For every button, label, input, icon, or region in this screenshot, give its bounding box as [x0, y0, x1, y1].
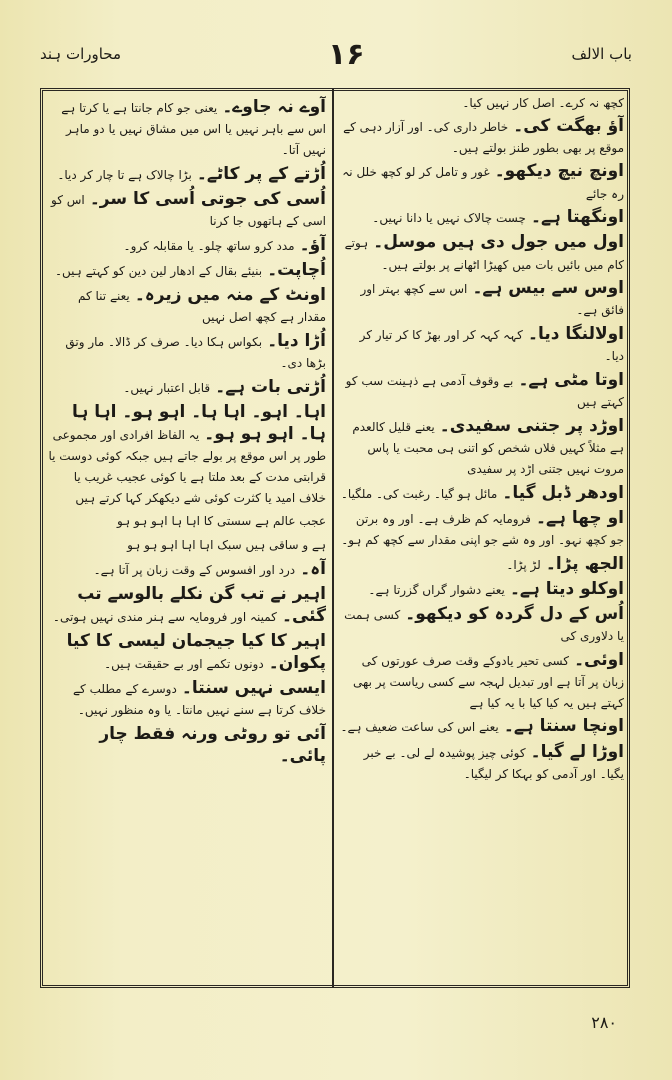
header-chapter-title: باب الالف	[571, 45, 632, 63]
idiom-headword: آہ۔	[300, 558, 326, 579]
idiom-entry	[340, 415, 624, 479]
idiom-entry	[340, 323, 624, 366]
idiom-definition: اس سے کچھ بہتر اور فائق ہے۔	[360, 282, 624, 318]
continuation-text: کچھ نہ کرے۔ اصل کار نہیں کیا۔	[462, 96, 624, 110]
idiom-headword: اُچاپت۔	[267, 259, 326, 280]
idiom-entry	[48, 510, 326, 531]
idiom-headword: اوکلو دیتا ہے۔	[509, 578, 624, 599]
idiom-headword: اوتا مٹی ہے۔	[518, 370, 624, 391]
idiom-definition: اس کو اسی کے ہاتھوں جا کرنا	[51, 192, 326, 228]
idiom-definition: کہہ کہہ کر اور بھڑ کا کر تیار کر دیا۔	[359, 328, 624, 364]
idiom-definition: مائل ہو گیا۔ رغبت کی۔ ملگیا۔	[340, 486, 498, 501]
idiom-headword: اہیر نے تب گن نکلے بالوسے تب گئی۔	[77, 584, 326, 627]
idiom-headword: اوس سے بیس ہے۔	[472, 278, 624, 299]
idiom-definition: فرومایہ کم ظرف ہے۔ اور وہ برتن جو کچھ نہو۔ اور وہ شے جو اپنی مقدار سے کچھ کم ہو۔	[341, 511, 624, 547]
idiom-headword: اونٹ کے منہ میں زیرہ۔	[134, 284, 326, 305]
idiom-definition: لڑ پڑا۔	[506, 557, 541, 572]
idiom-entry	[340, 482, 624, 504]
idiom-entry	[340, 369, 624, 412]
idiom-entry	[48, 96, 326, 160]
idiom-entry	[48, 558, 326, 580]
idiom-entry	[48, 234, 326, 256]
idiom-definition: عجب عالم ہے سستی کا اہا ہا اہو ہو ہو	[116, 514, 326, 529]
idiom-headword: اہا۔ اہو۔ اہا ہا۔ اہو ہو۔ اہا ہا ہا۔ اہو ہو ہو۔	[72, 401, 326, 444]
idiom-entry	[340, 507, 624, 550]
idiom-entry	[48, 630, 326, 674]
idiom-definition: یہ الفاظ افرادی اور مجموعی طور پر اس موقع پر بولے جاتے ہیں جبکہ کوئی دوست یا قرابتی مدت کے بعد ملتا ہے یا کوئی عجیب غریب یا خلاف امید یا کثرت کوئی شے دیکھکر کہا کرتے ہیں	[48, 427, 326, 505]
idiom-definition: یعنے دشوار گراں گزرتا ہے۔	[368, 582, 505, 597]
idiom-headword: اُڑتے کے پر کاٹے۔	[196, 163, 326, 184]
idiom-headword: او چھا ہے۔	[536, 507, 624, 528]
page-header	[40, 34, 632, 74]
idiom-definition: بنیئے بقال کے ادھار لین دین کو کہتے ہیں۔	[55, 263, 263, 278]
idiom-definition: یعنے اس کی ساعت ضعیف ہے۔	[340, 720, 499, 735]
idiom-definition: دوسرے کے مطلب کے خلاف کرتا ہے سنے نہیں مانتا۔ یا وہ منظور نہیں۔	[73, 682, 326, 718]
idiom-headword: اونچا سنتا ہے۔	[503, 716, 624, 737]
idiom-definition: دونوں تکمے اور بے حقیقت ہیں۔	[104, 657, 264, 672]
header-page-number: ۱۶	[327, 36, 365, 72]
idiom-headword: اول میں جول دی ہیں موسل۔	[373, 232, 624, 253]
footer-page-number: ۲۸۰	[591, 1013, 617, 1032]
idiom-entry	[340, 206, 624, 228]
column-divider	[332, 88, 334, 988]
idiom-entry	[48, 284, 326, 327]
idiom-headword: آئی تو روٹی ورنہ فقط چار پائی۔	[99, 724, 326, 767]
idiom-entry	[340, 715, 624, 737]
header-book-title: محاورات ہند	[40, 45, 122, 63]
idiom-entry	[48, 376, 326, 398]
idiom-entry	[340, 160, 624, 203]
idiom-definition: درد اور افسوس کے وقت زبان پر آتا ہے۔	[93, 562, 296, 577]
idiom-definition: قابل اعتبار نہیں۔	[123, 380, 211, 395]
idiom-entry	[340, 553, 624, 575]
idiom-entry	[48, 188, 326, 231]
idiom-headword: الجھ پڑا۔	[545, 553, 624, 574]
idiom-entry	[340, 741, 624, 784]
idiom-entry	[340, 231, 624, 274]
idiom-entry	[340, 603, 624, 646]
idiom-headword: آؤ بھگت کی۔	[513, 115, 624, 136]
idiom-definition: یعنے قلیل کالعدم ہے مثلاً کہیں فلاں شخص کو اتنی ہی محبت یا پاس مروت نہیں جتنی اڑد پر سفیدی	[352, 420, 624, 476]
idiom-headword: اونچ نیچ دیکھو۔	[494, 161, 624, 182]
idiom-entry	[48, 677, 326, 720]
idiom-definition: چست چالاک نہیں یا دانا نہیں۔	[372, 211, 526, 226]
idiom-headword: اُڑا دیا۔	[267, 330, 326, 351]
left-column	[48, 96, 326, 981]
idiom-headword: اُس کے دل گردہ کو دیکھو۔	[405, 603, 624, 624]
idiom-definition: ہوتے کام میں بائیں بات میں کھیڑا اٹھانے پر بولتے ہیں۔	[344, 236, 624, 272]
idiom-entry	[48, 401, 326, 508]
idiom-headword: ایسی نہیں سنتا۔	[181, 678, 326, 699]
idiom-definition: مدد کرو ساتھ چلو۔ یا مقابلہ کرو۔	[123, 238, 295, 253]
idiom-definition: کسی تحیر یادوکے وقت صرف عورتوں کی زبان پر آتا ہے اور تبدیل لہجہ سے کسی ریاست پر بھی کہتے ہیں یہ کیا کیا با یہ کیا ہے	[353, 653, 624, 710]
idiom-entry	[340, 649, 624, 713]
idiom-entry	[48, 534, 326, 555]
idiom-definition: یعنی جو کام جانتا ہے یا کرتا ہے اس سے باہر نہیں یا اس میں مشاق نہیں یا دو ماہر نہیں آتا۔	[61, 101, 326, 157]
idiom-definition: کوئی چیز پوشیدہ لے لی۔ بے خبر یگیا۔ اور آدمی کو بہکا کر لیگیا۔	[363, 745, 624, 781]
idiom-entry	[48, 583, 326, 627]
idiom-entry	[340, 115, 624, 158]
idiom-headword: اوئی۔	[574, 649, 624, 670]
idiom-headword: آؤ۔	[299, 234, 326, 255]
idiom-headword: آوے نہ جاوے۔	[222, 97, 326, 117]
idiom-definition: کسی ہمت یا دلاوری کی	[344, 607, 624, 643]
idiom-definition: خاطر داری کی۔ اور آزار دہی کے موقع پر بھی بطور طنز بولتے ہیں۔	[343, 119, 624, 155]
idiom-headword: اوڑا لے گیا۔	[530, 741, 624, 762]
idiom-headword: اہیر کا کیا جیجمان لیسی کا کیا پکوان۔	[66, 631, 326, 674]
idiom-headword: اولالنگا دیا۔	[527, 324, 624, 345]
idiom-headword: اونگھتا ہے۔	[530, 207, 624, 228]
idiom-definition: ہے و ساقی ہیں سبک اہا اہا اہو ہو ہو	[127, 538, 326, 553]
idiom-entry	[340, 578, 624, 600]
idiom-definition: یعنے تنا کم مقدار ہے کچھ اصل نہیں	[78, 288, 326, 324]
idiom-entry	[340, 277, 624, 320]
idiom-definition: غور و تامل کر لو کچھ خلل نہ رہ جائے	[342, 165, 624, 201]
idiom-headword: اودھر ڈبل گیا۔	[502, 482, 624, 503]
idiom-definition: بے وقوف آدمی ہے ذہینت سب کو کہتے ہیں	[345, 374, 624, 410]
idiom-entry	[48, 330, 326, 373]
idiom-definition: بڑا چالاک ہے تا چار کر دیا۔	[57, 167, 192, 182]
idiom-headword: اوڑد پر جتنی سفیدی۔	[439, 416, 624, 437]
right-column	[340, 96, 624, 981]
idiom-entry	[48, 163, 326, 185]
idiom-definition: کمینہ اور فرومایہ سے ہنر مندی نہیں ہوتی۔	[52, 610, 277, 625]
idiom-entry	[48, 259, 326, 281]
idiom-definition: بکواس ہکا دیا۔ صرف کر ڈالا۔ مار وتق بڑھا دی۔	[65, 334, 326, 370]
idiom-entry	[48, 723, 326, 767]
idiom-headword: اُسی کی جوتی اُسی کا سر۔	[89, 188, 326, 209]
idiom-headword: اُڑتی بات ہے۔	[215, 376, 326, 397]
